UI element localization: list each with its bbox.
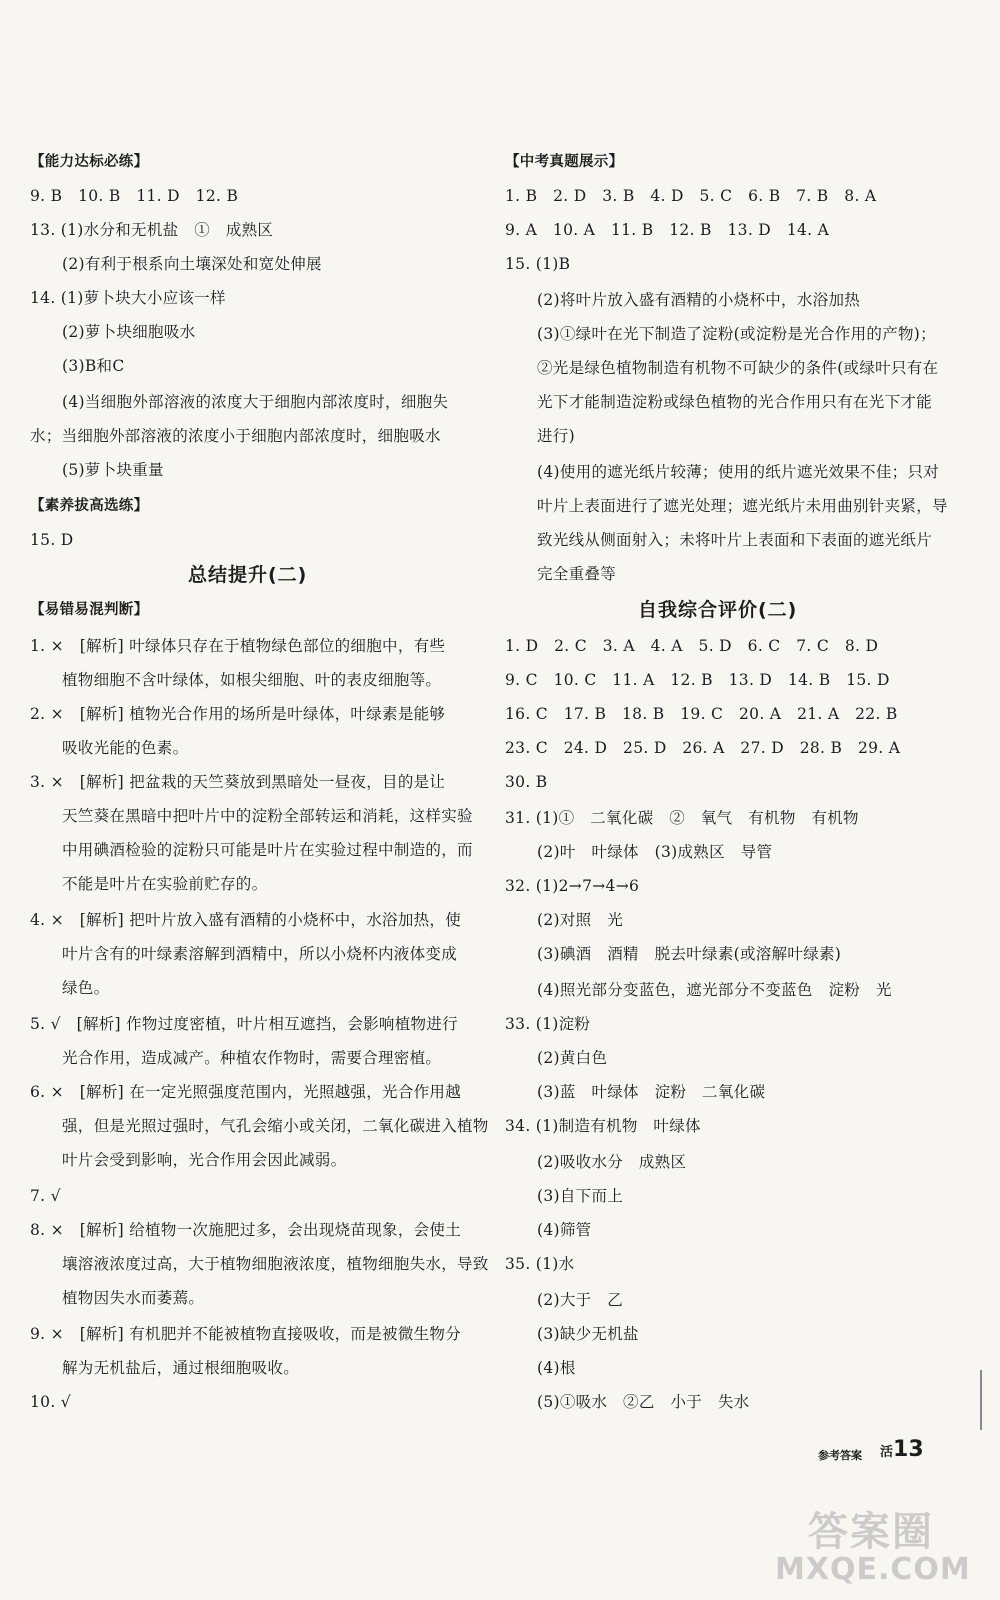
judgement-line: 8. × [解析] 给植物一次施肥过多，会出现烧苗现象，会使土 — [30, 1221, 462, 1239]
judgement-line: 叶片含有的叶绿素溶解到酒精中，所以小烧杯内液体变成 — [62, 945, 458, 963]
answer-line: 30. B — [505, 773, 548, 791]
answer-line: 33. (1)淀粉 — [505, 1015, 591, 1033]
answer-line: 13. (1)水分和无机盐 ① 成熟区 — [30, 221, 274, 239]
page-number-value: 13 — [893, 1437, 924, 1462]
answer-line: (2)大于 乙 — [537, 1291, 624, 1309]
watermark-logo: 答案圈 — [808, 1509, 934, 1555]
answer-line: (5)①吸水 ②乙 小于 失水 — [537, 1393, 750, 1411]
answer-line: (2)萝卜块细胞吸水 — [62, 323, 196, 341]
judgement-line: 解为无机盐后，通过根细胞吸收。 — [62, 1359, 300, 1377]
section-error-heading: 【易错易混判断】 — [30, 602, 149, 618]
judgement-line: 天竺葵在黑暗中把叶片中的淀粉全部转运和消耗，这样实验 — [62, 807, 473, 825]
answer-line: 16. C 17. B 18. B 19. C 20. A 21. A 22. B — [505, 705, 898, 723]
judgement-line: 2. × [解析] 植物光合作用的场所是叶绿体，叶绿素是能够 — [30, 705, 446, 723]
section-exam-heading: 【中考真题展示】 — [505, 154, 624, 170]
judgement-line: 10. √ — [30, 1393, 71, 1411]
judgement-line: 光合作用，造成减产。种植农作物时，需要合理密植。 — [62, 1049, 442, 1067]
answer-line: (2)叶 叶绿体 (3)成熟区 导管 — [537, 843, 773, 861]
judgement-line: 1. × [解析] 叶绿体只存在于植物绿色部位的细胞中，有些 — [30, 637, 446, 655]
page-number — [880, 1437, 924, 1462]
answer-line: (3)碘酒 酒精 脱去叶绿素(或溶解叶绿素) — [537, 945, 842, 963]
answer-line: (2)有利于根系向土壤深处和宽处伸展 — [62, 255, 322, 273]
answer-line: 14. (1)萝卜块大小应该一样 — [30, 289, 226, 307]
answer-line: (2)吸收水分 成熟区 — [537, 1153, 687, 1171]
answer-line: (3)B和C — [62, 357, 125, 375]
section-ability-heading: 【能力达标必练】 — [30, 154, 149, 170]
judgement-line: 植物因失水而萎蔫。 — [62, 1289, 205, 1307]
section-literacy-heading: 【素养拔高选练】 — [30, 498, 149, 514]
answer-line: (4)筛管 — [537, 1221, 592, 1239]
judgement-line: 强，但是光照过强时，气孔会缩小或关闭，二氧化碳进入植物 — [62, 1117, 489, 1135]
answer-line: 15. (1)B — [505, 255, 571, 273]
judgement-line: 绿色。 — [62, 979, 110, 997]
answer-line: (4)根 — [537, 1359, 576, 1377]
answer-line: (2)对照 光 — [537, 911, 624, 929]
judgement-line: 6. × [解析] 在一定光照强度范围内，光照越强，光合作用越 — [30, 1083, 462, 1101]
footer-label: 参考答案 — [818, 1449, 862, 1462]
judgement-line: 7. √ — [30, 1187, 61, 1205]
answer-line: 致光线从侧面射入；未将叶片上表面和下表面的遮光纸片 — [537, 531, 933, 549]
answer-line: 9. C 10. C 11. A 12. B 13. D 14. B 15. D — [505, 671, 890, 689]
answer-line: 34. (1)制造有机物 叶绿体 — [505, 1117, 701, 1135]
judgement-line: 9. × [解析] 有机肥并不能被植物直接吸收，而是被微生物分 — [30, 1325, 462, 1343]
answer-line: 水；当细胞外部溶液的浓度小于细胞内部浓度时，细胞吸水 — [30, 427, 441, 445]
judgement-line: 吸收光能的色素。 — [62, 739, 189, 757]
answer-line: (3)①绿叶在光下制造了淀粉(或淀粉是光合作用的产物)； — [537, 325, 936, 343]
answer-line: 1. D 2. C 3. A 4. A 5. D 6. C 7. C 8. D — [505, 637, 879, 655]
answer-line: (2)黄白色 — [537, 1049, 608, 1067]
answer-line: 23. C 24. D 25. D 26. A 27. D 28. B 29. A — [505, 739, 901, 757]
answer-line: (5)萝卜块重量 — [62, 461, 164, 479]
answer-line: 1. B 2. D 3. B 4. D 5. C 6. B 7. B 8. A — [505, 187, 877, 205]
judgement-line: 中用碘酒检验的淀粉只可能是叶片在实验过程中制造的，而 — [62, 841, 473, 859]
answer-line: (3)蓝 叶绿体 淀粉 二氧化碳 — [537, 1083, 766, 1101]
answer-line: 15. D — [30, 531, 74, 549]
judgement-line: 4. × [解析] 把叶片放入盛有酒精的小烧杯中，水浴加热，使 — [30, 911, 462, 929]
judgement-line: 植物细胞不含叶绿体，如根尖细胞、叶的表皮细胞等。 — [62, 671, 442, 689]
watermark-site: MXQE.COM — [775, 1552, 971, 1587]
summary-heading: 总结提升(二) — [188, 564, 308, 586]
answer-line: 35. (1)水 — [505, 1255, 575, 1273]
answer-line: 完全重叠等 — [537, 565, 617, 583]
answer-line: (4)当细胞外部溶液的浓度大于细胞内部浓度时，细胞失 — [62, 393, 449, 411]
answer-line: 9. B 10. B 11. D 12. B — [30, 187, 239, 205]
page-edge-line — [980, 1370, 982, 1430]
answer-line: 9. A 10. A 11. B 12. B 13. D 14. A — [505, 221, 830, 239]
judgement-line: 壤溶液浓度过高，大于植物细胞液浓度，植物细胞失水，导致 — [62, 1255, 489, 1273]
answer-line: 光下才能制造淀粉或绿色植物的光合作用只有在光下才能 — [537, 393, 933, 411]
answer-line: 32. (1)2→7→4→6 — [505, 877, 640, 895]
answer-line: 叶片上表面进行了遮光处理；遮光纸片未用曲别针夹紧，导 — [537, 497, 948, 515]
self-evaluation-heading: 自我综合评价(二) — [638, 599, 798, 621]
answer-line: (4)使用的遮光纸片较薄；使用的纸片遮光效果不佳；只对 — [537, 463, 940, 481]
answer-line: (3)自下而上 — [537, 1187, 624, 1205]
judgement-line: 叶片会受到影响，光合作用会因此减弱。 — [62, 1151, 347, 1169]
answer-line: (4)照光部分变蓝色，遮光部分不变蓝色 淀粉 光 — [537, 981, 892, 999]
answer-line: 进行) — [537, 427, 575, 445]
answer-line: (2)将叶片放入盛有酒精的小烧杯中，水浴加热 — [537, 291, 861, 309]
answer-line: 31. (1)① 二氧化碳 ② 氧气 有机物 有机物 — [505, 809, 859, 827]
answer-line: (3)缺少无机盐 — [537, 1325, 639, 1343]
judgement-line: 5. √ [解析] 作物过度密植，叶片相互遮挡，会影响植物进行 — [30, 1015, 458, 1033]
answer-line: ②光是绿色植物制造有机物不可缺少的条件(或绿叶只有在 — [537, 359, 939, 377]
page-prefix: 活 — [880, 1445, 894, 1460]
judgement-line: 不能是叶片在实验前贮存的。 — [62, 875, 268, 893]
judgement-line: 3. × [解析] 把盆栽的天竺葵放到黑暗处一昼夜，目的是让 — [30, 773, 446, 791]
